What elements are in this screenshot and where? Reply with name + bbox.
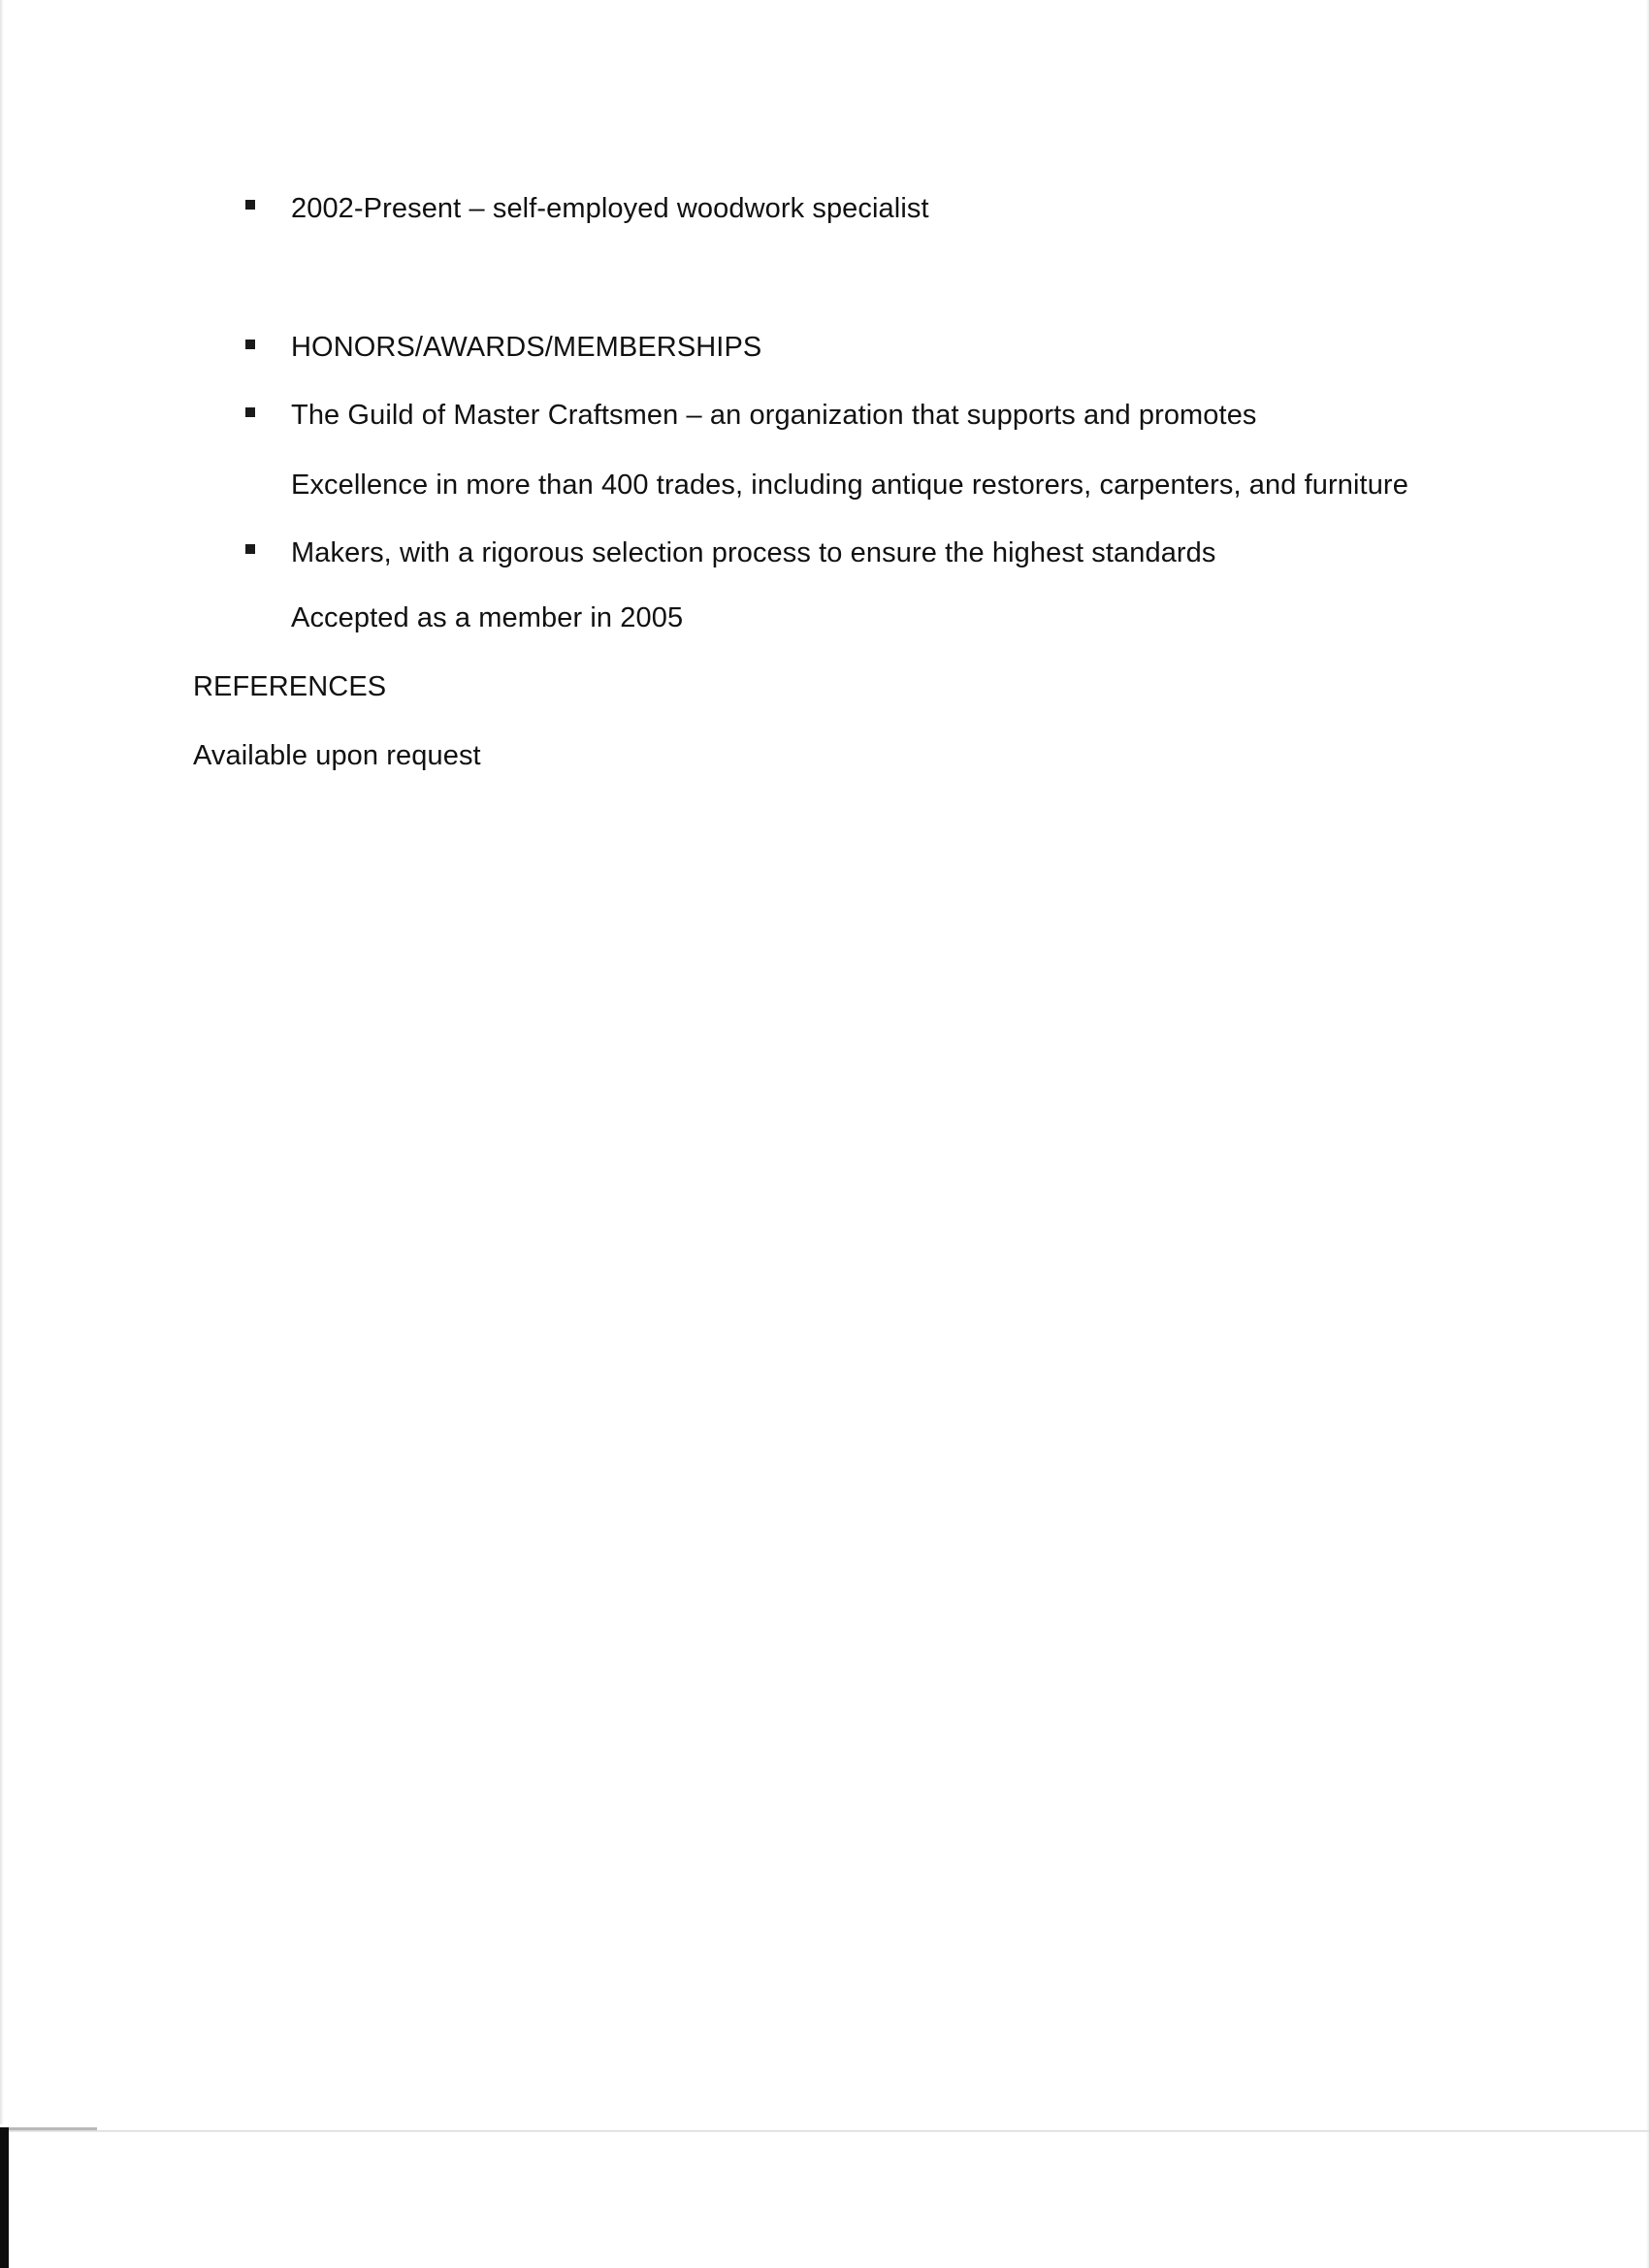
square-bullet-icon: [245, 340, 255, 349]
honors-heading: HONORS/AWARDS/MEMBERSHIPS: [291, 332, 762, 363]
square-bullet-icon: [245, 407, 255, 417]
references-heading: REFERENCES: [193, 671, 387, 702]
membership-year-line: Accepted as a member in 2005: [291, 602, 684, 633]
scan-fold-line: [0, 2130, 1649, 2132]
square-bullet-icon: [245, 544, 255, 554]
square-bullet-icon: [245, 200, 255, 210]
makers-line: Makers, with a rigorous selection process to ensure the highest standards: [291, 537, 1216, 568]
references-text: Available upon request: [193, 740, 481, 771]
scan-edge-left: [0, 0, 4, 2124]
employment-line: 2002-Present – self-employed woodwork specialist: [291, 193, 929, 224]
guild-continuation-line: Excellence in more than 400 trades, including antique restorers, carpenters, and furniture: [291, 470, 1408, 501]
guild-line: The Guild of Master Craftsmen – an organization that supports and promotes: [291, 400, 1257, 431]
scan-edge-bar: [0, 2127, 9, 2268]
scan-fold-shadow: [0, 2127, 97, 2130]
